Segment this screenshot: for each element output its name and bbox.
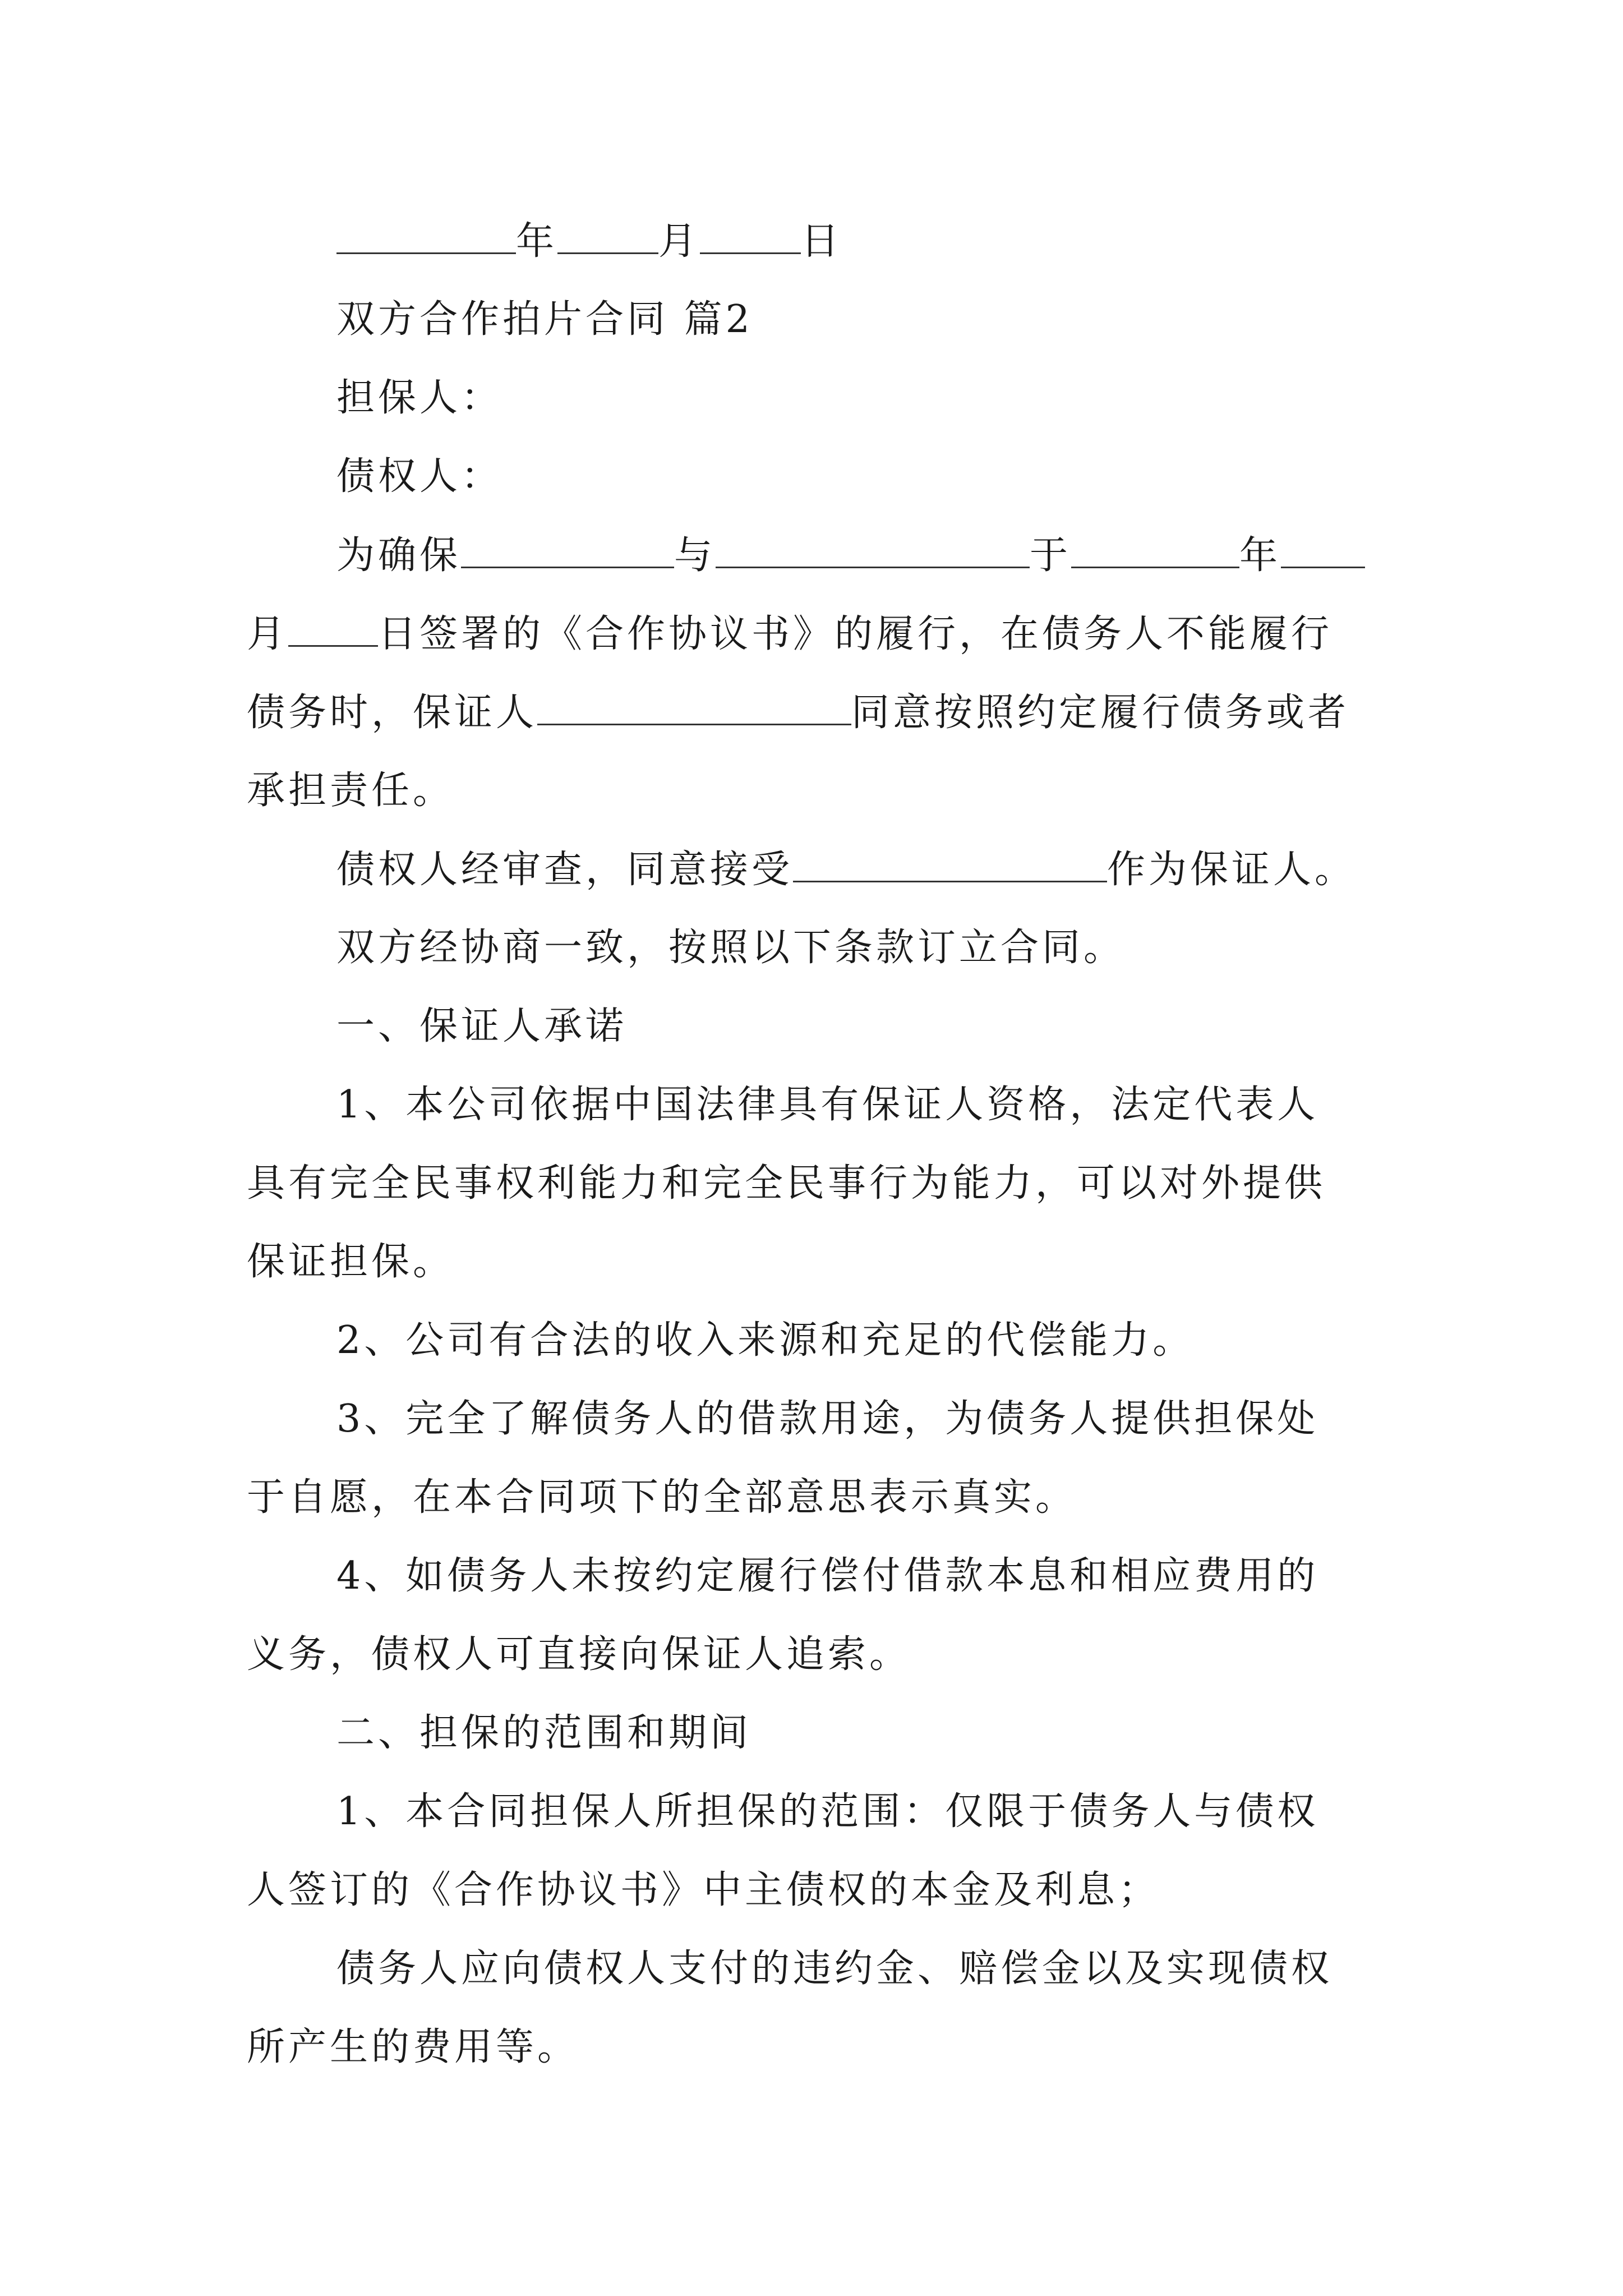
section2-title: 二、担保的范围和期间 [336, 1711, 752, 1755]
intro-line-1 [336, 527, 1396, 584]
section1-item4-line2: 义务，债权人可直接向保证人追索。 [247, 1632, 911, 1677]
month-blank [557, 213, 658, 254]
intro-line-4: 承担责任。 [247, 769, 455, 813]
section2-para-line1: 债务人应向债权人支付的违约金、赔偿金以及实现债权 [336, 1947, 1333, 1991]
accept-text: 债权人经审查，同意接受 [336, 848, 794, 892]
debtor-blank [461, 527, 674, 568]
intro-text: 月 [247, 612, 289, 656]
year-label: 年 [516, 219, 558, 264]
creditor-label: 债权人： [336, 454, 503, 499]
creditor-blank [716, 527, 1030, 568]
section2-item1-line1: 1、本合同担保人所担保的范围：仅限于债务人与债权 [336, 1789, 1319, 1834]
intro-line-2 [247, 606, 1396, 662]
accept-line [336, 841, 1396, 898]
intro-text: 与 [674, 533, 716, 578]
day-blank [288, 606, 378, 647]
intro-text: 债务时，保证人 [247, 691, 538, 735]
agree-line: 双方经协商一致，按照以下条款订立合同。 [336, 926, 1126, 970]
month-blank [1281, 527, 1365, 568]
year-blank [336, 213, 516, 254]
month-label: 月 [658, 219, 700, 264]
section1-item4-line1: 4、如债务人未按约定履行偿付借款本息和相应费用的 [336, 1554, 1319, 1598]
intro-text: 同意按照约定履行债务或者 [851, 691, 1350, 735]
intro-line-3 [247, 684, 1396, 741]
day-label: 日 [801, 219, 843, 264]
document-heading: 双方合作拍片合同 篇2 [336, 297, 753, 342]
section1-item1-line2: 具有完全民事权利能力和完全民事行为能力，可以对外提供 [247, 1161, 1326, 1205]
date-line [336, 213, 1396, 270]
guarantor-blank [537, 684, 851, 725]
section1-item2: 2、公司有合法的收入来源和充足的代偿能力。 [336, 1318, 1195, 1363]
section1-item1-line3: 保证担保。 [247, 1240, 455, 1284]
intro-text: 年 [1239, 533, 1281, 578]
section1-item3-line1: 3、完全了解债务人的借款用途，为债务人提供担保处 [336, 1397, 1319, 1441]
intro-text: 于 [1030, 533, 1072, 578]
section2-para-line2: 所产生的费用等。 [247, 2025, 579, 2069]
accept-text: 作为保证人。 [1107, 848, 1357, 892]
section1-title: 一、保证人承诺 [336, 1004, 628, 1048]
guarantor-accept-blank [793, 841, 1107, 882]
section2-item1-line2: 人签订的《合作协议书》中主债权的本金及利息； [247, 1868, 1160, 1912]
section1-item3-line2: 于自愿，在本合同项下的全部意思表示真实。 [247, 1475, 1077, 1520]
intro-text: 日签署的《合作协议书》的履行，在债务人不能履行 [378, 612, 1333, 656]
intro-text: 为确保 [336, 533, 462, 578]
section1-item1-line1: 1、本公司依据中国法律具有保证人资格，法定代表人 [336, 1083, 1319, 1127]
year-blank [1071, 527, 1239, 568]
day-blank [700, 213, 801, 254]
guarantor-label: 担保人： [336, 376, 503, 420]
